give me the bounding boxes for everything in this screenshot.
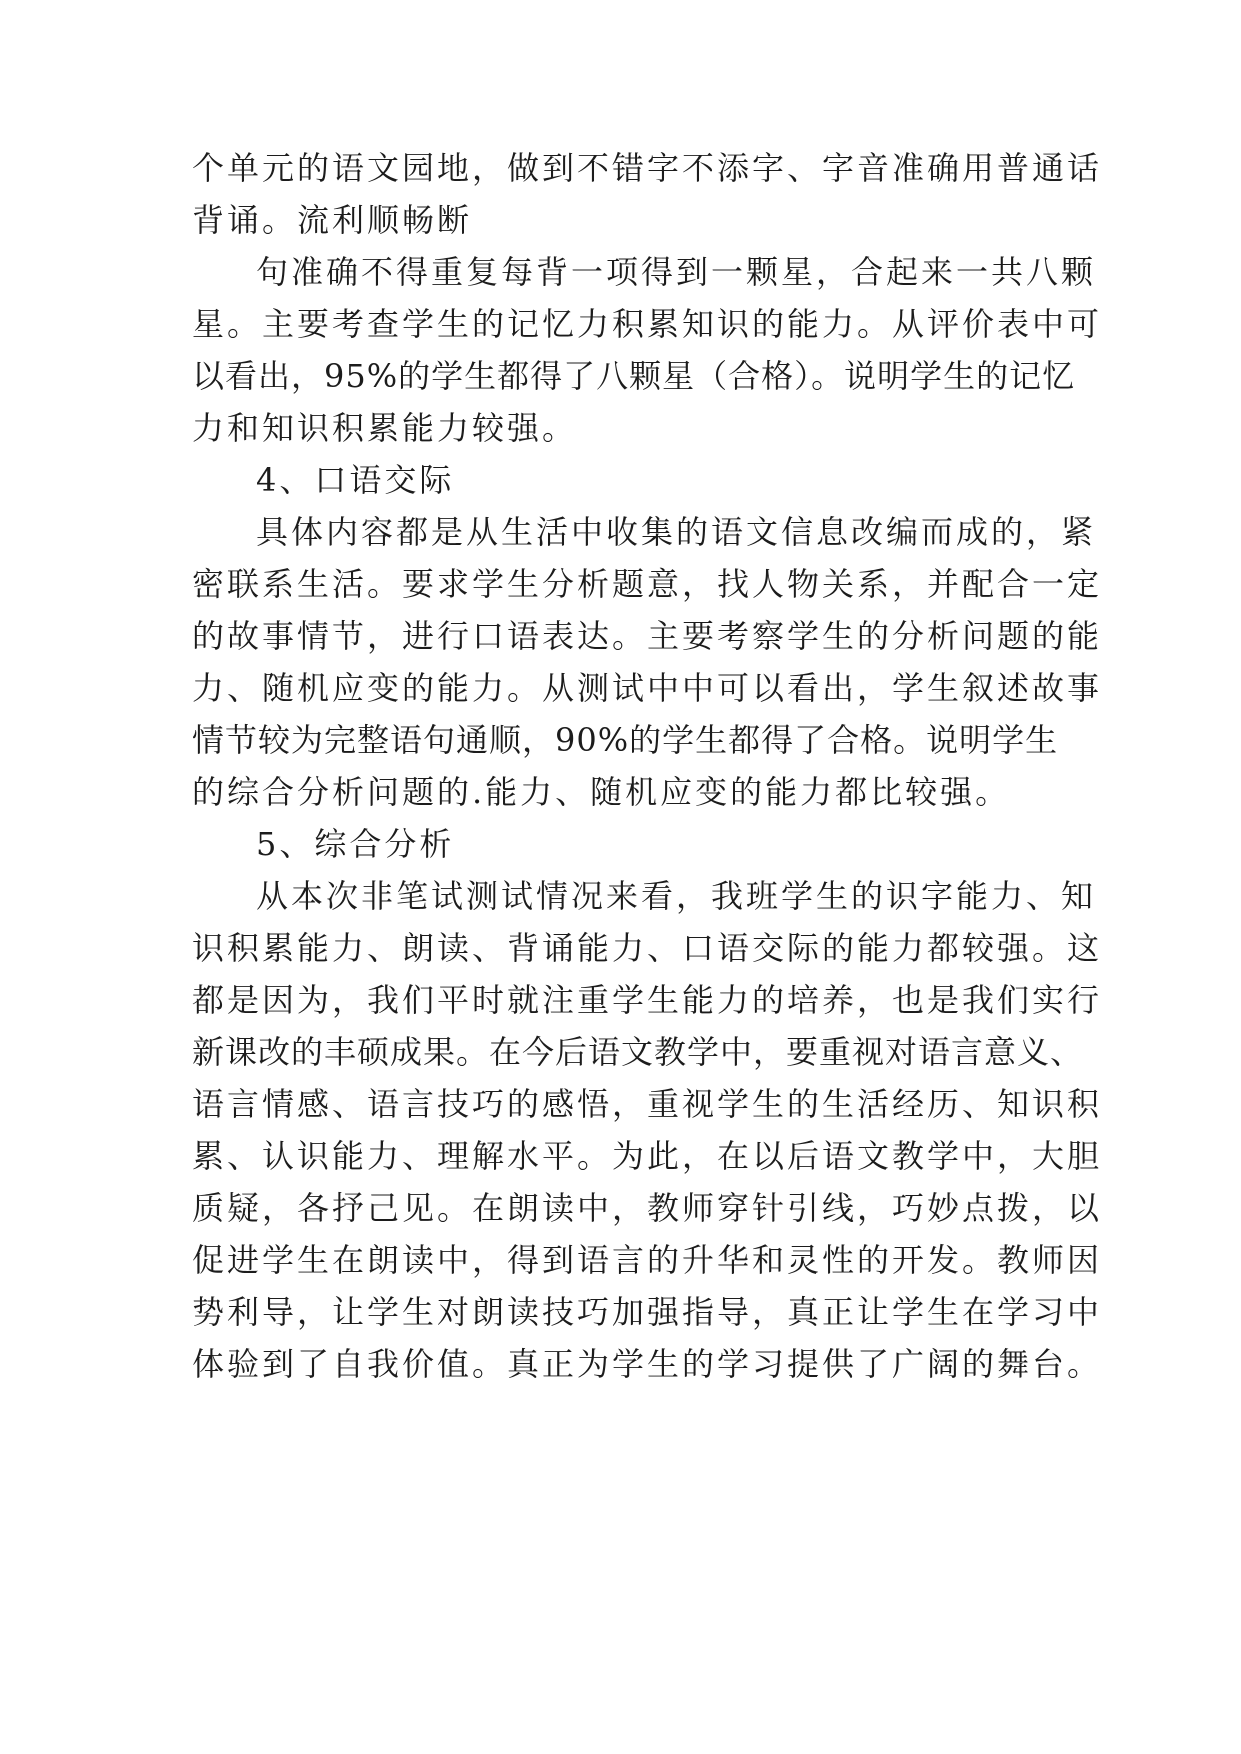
text-line: 质疑，各抒己见。在朗读中，教师穿针引线，巧妙点拨，以	[192, 1189, 1103, 1227]
text-line: 都是因为，我们平时就注重学生能力的培养，也是我们实行	[192, 981, 1103, 1019]
text-line: 的综合分析问题的.能力、随机应变的能力都比较强。	[192, 773, 1011, 811]
text-line: 密联系生活。要求学生分析题意，找人物关系，并配合一定	[192, 565, 1103, 603]
text-line: 势利导，让学生对朗读技巧加强指导，真正让学生在学习中	[192, 1293, 1103, 1331]
text-line: 促进学生在朗读中，得到语言的升华和灵性的开发。教师因	[192, 1241, 1103, 1279]
paragraph-start-line: 具体内容都是从生活中收集的语文信息改编而成的，紧	[256, 513, 1097, 551]
text-line: 星。主要考查学生的记忆力积累知识的能力。从评价表中可	[192, 305, 1103, 343]
paragraph-start-line: 从本次非笔试测试情况来看，我班学生的识字能力、知	[256, 877, 1097, 915]
text-line: 力和知识积累能力较强。	[192, 409, 578, 447]
text-line: 新课改的丰硕成果。在今后语文教学中，要重视对语言意义、	[192, 1033, 1084, 1071]
section-heading: 4、口语交际	[256, 461, 455, 499]
section-heading: 5、综合分析	[256, 825, 455, 863]
text-line: 个单元的语文园地，做到不错字不添字、字音准确用普通话	[192, 149, 1103, 187]
text-line: 力、随机应变的能力。从测试中中可以看出，学生叙述故事	[192, 669, 1103, 707]
text-line: 背诵。流利顺畅断	[192, 201, 473, 239]
text-line: 累、认识能力、理解水平。为此，在以后语文教学中，大胆	[192, 1137, 1103, 1175]
text-line: 的故事情节，进行口语表达。主要考察学生的分析问题的能	[192, 617, 1103, 655]
text-line: 语言情感、语言技巧的感悟，重视学生的生活经历、知识积	[192, 1085, 1103, 1123]
text-line: 情节较为完整语句通顺，90%的学生都得了合格。说明学生	[192, 721, 1059, 759]
text-line: 识积累能力、朗读、背诵能力、口语交际的能力都较强。这	[192, 929, 1103, 967]
paragraph-start-line: 句准确不得重复每背一项得到一颗星，合起来一共八颗	[256, 253, 1097, 291]
text-line: 体验到了自我价值。真正为学生的学习提供了广阔的舞台。	[192, 1345, 1103, 1383]
text-line: 以看出，95%的学生都得了八颗星（合格）。说明学生的记忆	[192, 357, 1076, 395]
